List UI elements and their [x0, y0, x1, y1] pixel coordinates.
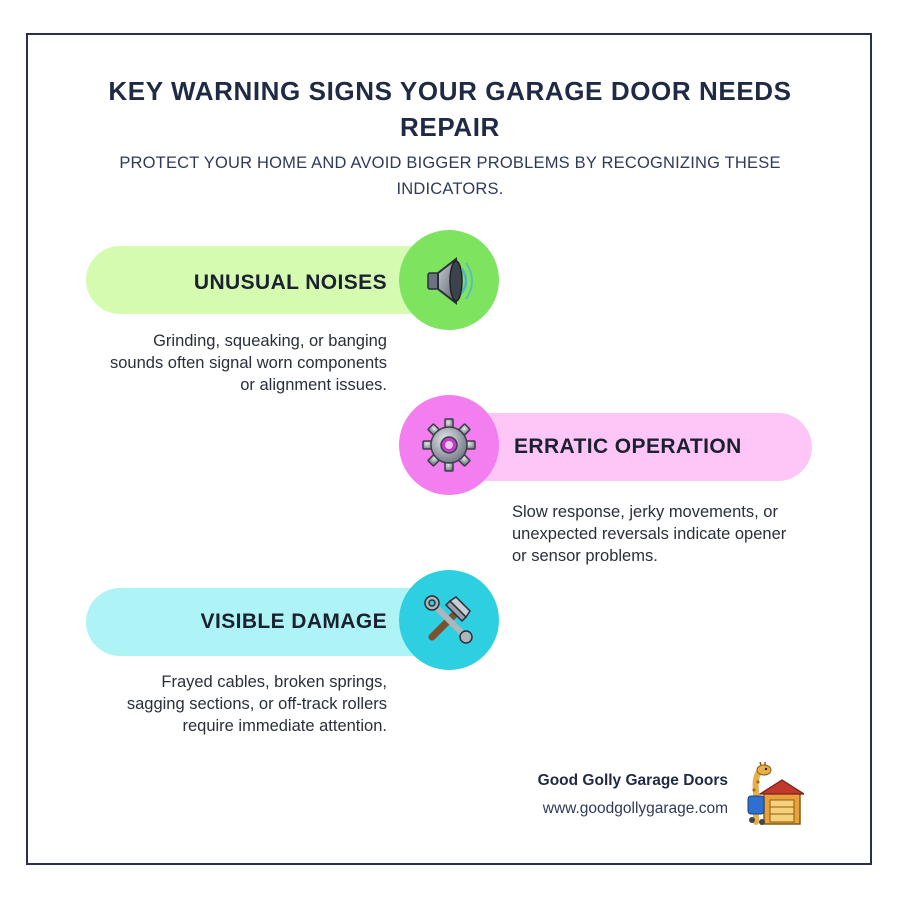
sign-icon-circle [399, 230, 499, 330]
brand-website-link[interactable]: www.goodgollygarage.com [542, 800, 728, 817]
sign-label: VISIBLE DAMAGE [200, 610, 387, 633]
sign-icon-circle [399, 395, 499, 495]
brand-name: Good Golly Garage Doors [537, 772, 728, 789]
sign-description: Slow response, jerky movements, or unexpected reversals indicate opener or sensor problems. [512, 503, 787, 565]
page-subtitle: PROTECT YOUR HOME AND AVOID BIGGER PROBLEMS BY RECOGNIZING THESE INDICATORS. [119, 154, 781, 198]
sign-description: Frayed cables, broken springs, sagging sections, or off-track rollers require immediate attention. [126, 673, 387, 735]
speaker-icon [420, 251, 478, 309]
sign-description: Grinding, squeaking, or banging sounds often signal worn components or alignment issues. [110, 332, 388, 394]
sign-label: ERRATIC OPERATION [514, 435, 742, 458]
giraffe-garage-logo-icon [742, 762, 804, 828]
sign-label: UNUSUAL NOISES [193, 271, 387, 294]
page-title: KEY WARNING SIGNS YOUR GARAGE DOOR NEEDS REPAIR [108, 76, 792, 142]
hammer-wrench-icon [420, 591, 478, 649]
sign-icon-circle [399, 570, 499, 670]
gear-icon [420, 416, 478, 474]
